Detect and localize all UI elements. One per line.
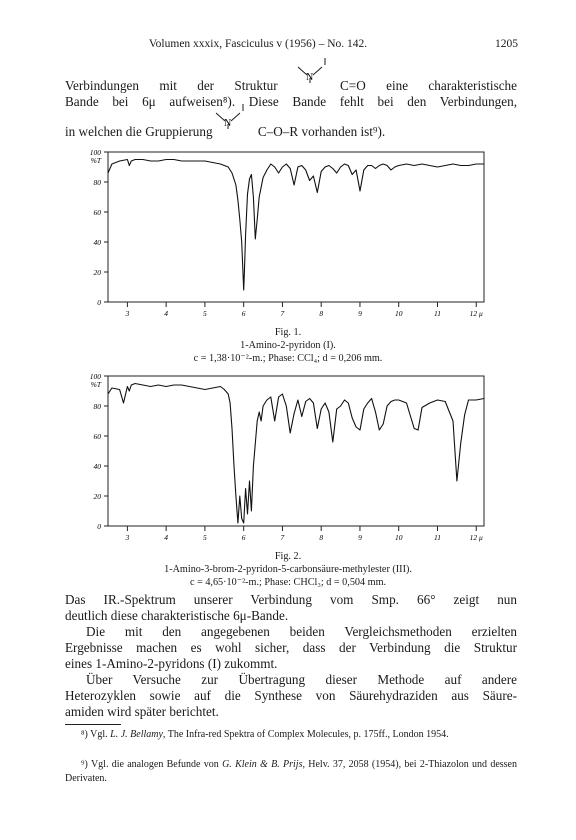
x-tick-label: 9 [358, 309, 362, 318]
x-tick-label: 5 [203, 533, 207, 542]
x-tick-label: 12 μ [469, 309, 483, 318]
footnote-9-prefix: Vgl. die analogen Befunde von [90, 759, 223, 770]
ester-group: C–O–R [257, 124, 299, 139]
x-tick-label: 9 [358, 533, 362, 542]
n-c-bond-diagram-2 [216, 107, 258, 129]
intro-line-1-end: eine charakteristische [386, 78, 517, 93]
body-line-3: Die mit den angegebenen beiden Vergleichsmethoden erzielten [86, 624, 517, 639]
structure-group-2 [216, 116, 258, 136]
fig-1-conditions: c = 1,38·10⁻²-m.; Phase: CCl₄; d = 0,206 mm. [193, 353, 383, 364]
y-tick-label: 100 [89, 372, 101, 381]
body-line-6: Über Versuche zur Übertragung dieser Methode auf andere [86, 672, 517, 687]
x-tick-label: 4 [164, 309, 169, 318]
plot-area [90, 372, 484, 542]
x-tick-label: 3 [125, 309, 130, 318]
footnote-8-author: L. J. Bellamy [110, 729, 163, 740]
x-tick-label: 6 [241, 309, 246, 318]
body-line-8: amiden wird später berichtet. [65, 704, 219, 719]
x-tick-label: 8 [319, 533, 324, 542]
intro-line-3-start: in welchen die Gruppierung [65, 124, 213, 139]
footnote-9-mark: ⁹) [81, 759, 88, 770]
plot-area [90, 148, 484, 318]
svg-text:N: N [305, 72, 314, 83]
running-header [58, 38, 518, 54]
y-tick-label: 100 [89, 148, 101, 157]
fig-1-compound: 1-Amino-2-pyridon (I). [240, 340, 336, 351]
body-line-2: deutlich diese charakteristische 6μ-Bande. [65, 608, 289, 623]
fig-2-compound: 1-Amino-3-brom-2-pyridon-5-carbonsäure-methylester (III). [164, 564, 412, 575]
x-tick-label: 12 μ [469, 533, 483, 542]
y-tick-label: 0 [97, 298, 101, 307]
x-tick-label: 5 [203, 309, 207, 318]
footnote-8-rest: , The Infra-red Spektra of Complex Molecules, p. 175ff., London 1954. [162, 729, 449, 740]
x-tick-label: 3 [125, 533, 130, 542]
y-tick-label: 20 [93, 268, 101, 277]
y-axis-label: %T [90, 380, 101, 389]
intro-line-3 [65, 116, 517, 142]
ir-spectrum-fig-2 [82, 368, 492, 549]
footnote-8 [65, 728, 517, 742]
body-line-7: Heterozyklen sowie auf die Synthese von Säurehydraziden aus Säure- [65, 688, 517, 703]
ir-spectrum-2-plot [82, 368, 492, 544]
body-line-1: Das IR.-Spektrum unserer Verbindung vom Smp. 66° zeigt nun [65, 592, 517, 607]
x-tick-label: 10 [394, 309, 403, 318]
y-tick-label: 0 [97, 522, 101, 531]
body-line-5: eines 1-Amino-2-pyridons (I) zukommt. [65, 656, 278, 671]
x-tick-label: 8 [319, 309, 324, 318]
intro-line-1-start: Verbindungen mit der Struktur [65, 78, 278, 93]
svg-text:N: N [223, 118, 232, 129]
transmittance-curve [108, 384, 484, 524]
x-tick-label: 11 [434, 533, 441, 542]
fig-2-conditions: c = 4,65·10⁻²-m.; Phase: CHCl₃; d = 0,504 mm. [189, 577, 387, 588]
y-tick-label: 60 [93, 208, 101, 217]
footnote-8-prefix: Vgl. [90, 729, 111, 740]
running-title: Volumen xxxix, Fasciculus v (1956) – No. 142. [148, 38, 368, 50]
fig-1-label: Fig. 1. [274, 327, 302, 338]
x-tick-label: 7 [280, 309, 285, 318]
ir-spectrum-fig-1 [82, 144, 492, 325]
fig-2-label: Fig. 2. [274, 551, 302, 562]
x-tick-label: 4 [164, 533, 169, 542]
footnote-rule [65, 724, 121, 725]
y-tick-label: 40 [93, 238, 101, 247]
ir-spectrum-1-plot [82, 144, 492, 320]
y-tick-label: 80 [93, 402, 101, 411]
intro-line-2: Bande bei 6μ aufweisen⁸). Diese Bande fehlt bei den Verbindungen, [65, 94, 517, 109]
y-axis-label: %T [90, 156, 101, 165]
footnote-8-mark: ⁸) [81, 729, 88, 740]
y-tick-label: 60 [93, 432, 101, 441]
x-tick-label: 7 [280, 533, 285, 542]
y-tick-label: 80 [93, 178, 101, 187]
n-c-bond-diagram [298, 61, 340, 83]
transmittance-curve [108, 160, 484, 291]
page-number: 1205 [495, 38, 518, 50]
footnote-9 [65, 758, 517, 786]
footnote-9-author: G. Klein & B. Prijs [222, 759, 303, 770]
footnote-9-rest: , Helv. 37, 2058 (1954), bei 2-Thiazolon und dessen Derivaten. [65, 759, 517, 784]
y-tick-label: 20 [93, 492, 101, 501]
plot-frame [108, 376, 484, 526]
x-tick-label: 11 [434, 309, 441, 318]
structure-group-1 [298, 70, 340, 90]
carbonyl-group: C=O [339, 78, 366, 93]
body-line-4: Ergebnisse machen es wohl sicher, dass der Verbindung die Struktur [65, 640, 517, 655]
x-tick-label: 10 [394, 533, 403, 542]
intro-line-3-end: vorhanden ist⁹). [301, 124, 386, 139]
x-tick-label: 6 [241, 533, 246, 542]
y-tick-label: 40 [93, 462, 101, 471]
